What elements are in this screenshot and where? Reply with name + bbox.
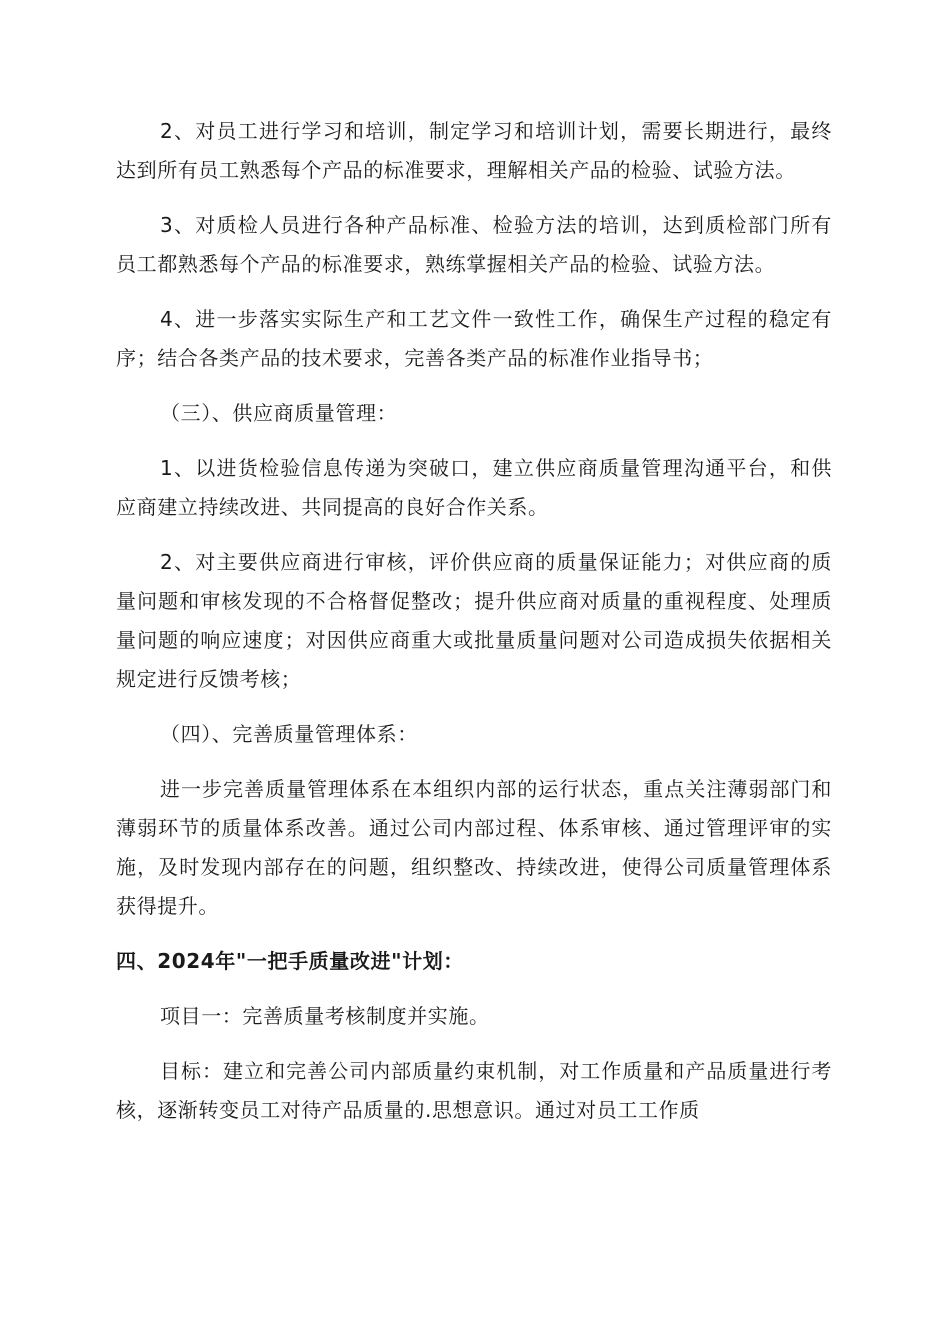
paragraph-inspector-training: 3、对质检人员进行各种产品标准、检验方法的培训，达到质检部门所有员工都熟悉每个产品的标准要求，熟练掌握相关产品的检验、试验方法。 <box>116 213 832 276</box>
paragraph-goal: 目标：建立和完善公司内部质量约束机制，对工作质量和产品质量进行考核，逐渐转变员工对待产品质量的.思想意识。通过对员工工作质 <box>116 1059 832 1122</box>
subheading-supplier-quality: （三）、供应商质量管理： <box>160 401 398 425</box>
paragraph-project-one: 项目一：完善质量考核制度并实施。 <box>160 1004 490 1028</box>
paragraph-supplier-audit: 2、对主要供应商进行审核，评价供应商的质量保证能力；对供应商的质量问题和审核发现的不合格督促整改；提升供应商对质量的重视程度、处理质量问题的响应速度；对因供应商重大或批量质量问题对公司造成损失依据相关规定进行反馈考核； <box>116 550 832 691</box>
subheading-quality-system: （四）、完善质量管理体系： <box>160 722 418 746</box>
paragraph-incoming-inspection: 1、以进货检验信息传递为突破口，建立供应商质量管理沟通平台，和供应商建立持续改进、共同提高的良好合作关系。 <box>116 456 832 519</box>
paragraph-training-plan: 2、对员工进行学习和培训，制定学习和培训计划，需要长期进行，最终达到所有员工熟悉每个产品的标准要求，理解相关产品的检验、试验方法。 <box>116 119 832 182</box>
paragraph-production-consistency: 4、进一步落实实际生产和工艺文件一致性工作，确保生产过程的稳定有序；结合各类产品的技术要求，完善各类产品的标准作业指导书； <box>116 307 832 370</box>
paragraph-quality-system: 进一步完善质量管理体系在本组织内部的运行状态，重点关注薄弱部门和薄弱环节的质量体系改善。通过公司内部过程、体系审核、通过管理评审的实施，及时发现内部存在的问题，组织整改、持续改进，使得公司质量管理体系获得提升。 <box>116 777 832 918</box>
section-heading: 四、2024年"一把手质量改进"计划： <box>116 949 464 973</box>
